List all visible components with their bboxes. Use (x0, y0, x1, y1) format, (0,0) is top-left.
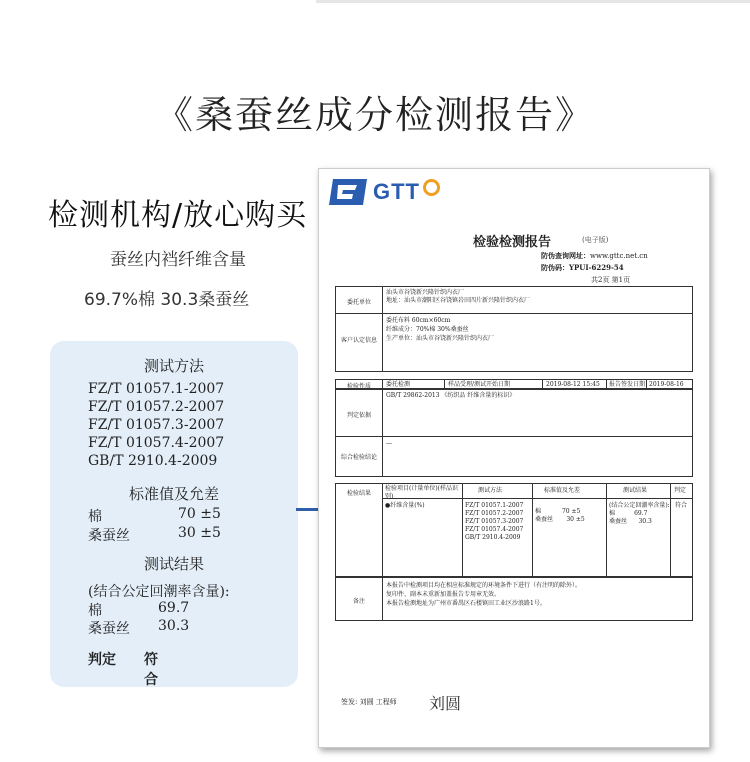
remark-table (335, 577, 693, 621)
method-item: FZ/T 01057.1-2007 (88, 381, 225, 397)
result-note: (结合公定回潮率含量): (88, 584, 230, 600)
type-value: 委托检测 (386, 381, 411, 388)
row-method: FZ/T 01057.2-2007 (465, 510, 524, 517)
type-label: 检验性质 (346, 383, 371, 390)
gtt-logo-icon (329, 179, 367, 205)
top-divider (316, 0, 750, 3)
method-item: GB/T 2910.4-2009 (88, 453, 218, 469)
row-res: 桑蚕丝 30.3 (609, 518, 652, 525)
methods-title: 测试方法 (143, 357, 204, 375)
logo-dot-icon (423, 179, 440, 196)
summary-panel (50, 341, 298, 687)
standard-title: 标准值及允差 (128, 485, 219, 503)
remark-line: 复印件、副本未重新加盖报告专用章无效。 (386, 591, 501, 598)
page-title: 《桑蚕丝成分检测报告》 (154, 93, 595, 137)
row-item: ●纤维含量(%) (385, 502, 425, 509)
method-item: FZ/T 01057.2-2007 (88, 399, 225, 415)
row-res: (结合公定回潮率含量): (609, 502, 670, 509)
fiber-content-value: 69.7%棉 30.3桑蚕丝 (84, 290, 250, 310)
col-item: 检验项目(计量单位)(样品识别) (385, 485, 459, 500)
signature: 刘圆 (429, 694, 462, 713)
row-method: FZ/T 01057.4-2007 (465, 526, 524, 533)
standard-value: 30 ±5 (178, 525, 221, 541)
basis-value: GB/T 29862-2013 《纺织品 纤维含量的标识》 (386, 392, 516, 399)
method-item: FZ/T 01057.4-2007 (88, 435, 225, 451)
remark-line: 本报告检测地址为广州市番禺区石楼镇田工业区沙浪路1号。 (386, 600, 546, 607)
result-value: 30.3 (158, 618, 190, 634)
standard-value: 70 ±5 (178, 506, 221, 522)
row-res: 棉 69.7 (609, 510, 648, 517)
result-row (88, 600, 190, 620)
left-heading: 检测机构/放心购买 (48, 198, 308, 233)
result-name: 桑蚕丝 (88, 621, 130, 637)
query-url: www.gttc.net.cn (590, 252, 648, 260)
col-method: 测试方法 (478, 487, 503, 494)
report-document (318, 168, 710, 748)
col-result: 测试结果 (623, 487, 648, 494)
client-addr: 地址：汕头市潮阳区谷饶镇岩田四片新兴隆针织内衣厂 (386, 297, 531, 304)
query-line (541, 251, 648, 261)
code-value: YPUI-6229-54 (569, 263, 624, 272)
row-verdict: 符合 (675, 502, 688, 509)
logo-text: GTT (373, 179, 420, 204)
page-count: 共2页 第1页 (591, 276, 631, 284)
method-item: FZ/T 01057.3-2007 (88, 417, 225, 433)
code-line (541, 263, 624, 273)
result-title: 测试结果 (143, 555, 204, 573)
row-method: FZ/T 01057.3-2007 (465, 518, 524, 525)
code-label: 防伪码： (541, 263, 569, 272)
result-label: 检验结果 (346, 490, 371, 497)
verdict-row (88, 649, 158, 688)
row-method: FZ/T 01057.1-2007 (465, 502, 524, 509)
basis-table (335, 389, 693, 477)
col-standard: 标准值及允差 (544, 487, 581, 494)
client-name: 汕头市谷饶新兴隆针织内衣厂 (386, 289, 465, 296)
standard-row (88, 525, 221, 545)
remark-line: 本报告中检测项目均在相应标准规定的环境条件下进行（有注明的除外）。 (386, 582, 582, 589)
verdict-label: 判定 (88, 652, 116, 668)
type-row (335, 379, 693, 389)
row-method: GB/T 2910.4-2009 (465, 534, 521, 541)
issue-date: 2019-08-16 (649, 381, 684, 388)
result-row (88, 618, 190, 638)
query-label: 防伪查询网址： (541, 251, 590, 260)
sample-line: 委托布料 60cm×60cm (386, 317, 451, 324)
signer: 签发: 刘圆 工程师 (341, 698, 397, 706)
standard-name: 棉 (88, 509, 102, 525)
issue-label: 报告签发日期 (609, 381, 646, 388)
result-value: 69.7 (158, 600, 190, 616)
client-label: 委托单位 (346, 299, 371, 306)
fiber-content-label: 蚕丝内裆纤维含量 (110, 250, 246, 270)
receive-label: 样品受理/测试开始日期 (448, 381, 511, 388)
overall-value: --- (386, 440, 393, 447)
standard-name: 桑蚕丝 (88, 528, 130, 544)
receive-date: 2019-08-12 15:45 (546, 381, 600, 388)
col-verdict: 判定 (674, 487, 687, 494)
report-title: 检验检测报告 (473, 235, 552, 250)
sample-line: 生产单位：汕头市谷饶新兴隆针织内衣厂 (386, 335, 495, 342)
results-table (335, 483, 693, 577)
verdict-value: 符合 (144, 652, 158, 688)
report-subtitle: (电子版) (582, 236, 609, 244)
basis-label: 判定依据 (346, 412, 371, 419)
standard-row (88, 506, 221, 526)
sample-label: 客户认定信息 (340, 337, 377, 344)
row-std: 棉 70 ±5 (535, 508, 581, 515)
overall-label: 综合检验结论 (340, 454, 377, 461)
sample-line: 纤维成分：70%棉 30%桑蚕丝 (386, 326, 469, 333)
row-std: 桑蚕丝 30 ±5 (535, 516, 585, 523)
remark-label: 备注 (352, 598, 365, 605)
result-name: 棉 (88, 603, 102, 619)
client-table (335, 286, 693, 372)
